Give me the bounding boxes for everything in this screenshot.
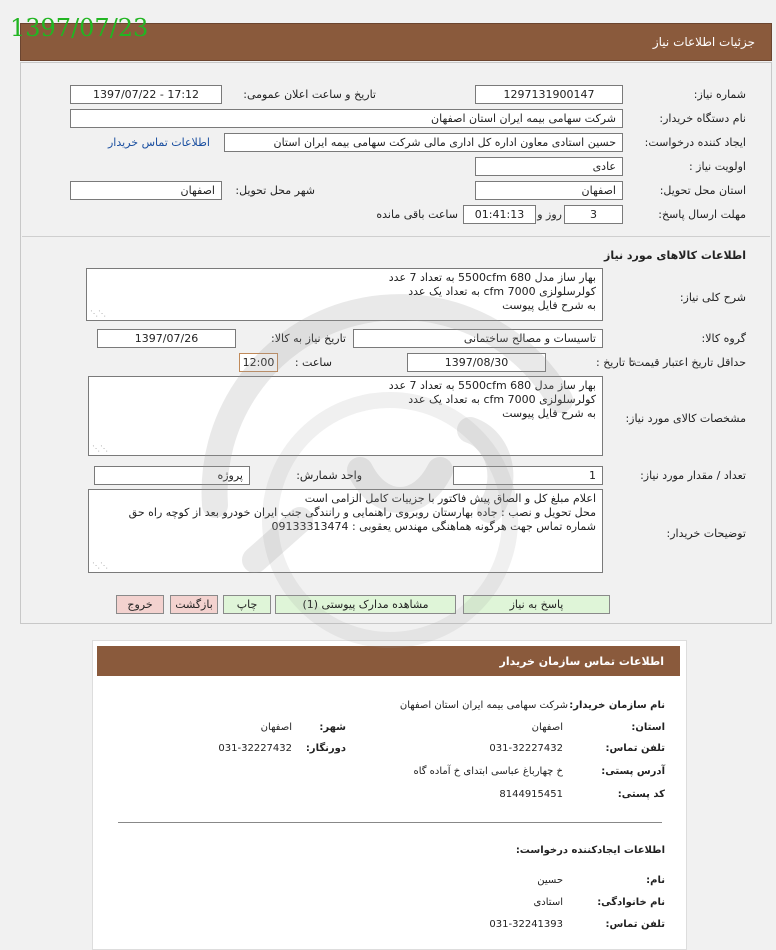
specs-text: بهار ساز مدل 5500cfm 680 به تعداد 7 عدد کولرسلولزی cfm 7000 به تعداد یک عدد به شرح فایل پیوست	[388, 379, 596, 420]
general-desc-text: بهار ساز مدل 5500cfm 680 به تعداد 7 عدد کولرسلولزی cfm 7000 به تعداد یک عدد به شرح فایل پیوست	[388, 271, 596, 312]
deadline-time-field: 01:41:13	[463, 205, 536, 224]
creator-name-label: نام:	[646, 875, 665, 886]
unit-label: واحد شمارش:	[296, 469, 362, 482]
contact-org: شرکت سهامی بیمه ایران استان اصفهان	[399, 700, 568, 711]
quantity-label: تعداد / مقدار مورد نیاز:	[640, 469, 746, 482]
until-date-label: تا تاریخ :	[596, 356, 635, 369]
contact-phone: 031-32227432	[489, 743, 563, 754]
buyer-contact-link[interactable]: اطلاعات تماس خریدار	[108, 136, 210, 149]
page-title: جزئیات اطلاعات نیاز	[652, 35, 755, 49]
goods-group-field: تاسیسات و مصالح ساختمانی	[353, 329, 603, 348]
goods-section-title: اطلاعات کالاهای مورد نیاز	[604, 249, 746, 262]
province-label: استان محل تحویل:	[659, 184, 746, 197]
resize-grip-icon[interactable]: ⋰⋰	[90, 309, 106, 318]
creator-phone: 031-32241393	[489, 919, 563, 930]
announce-date-field: 1397/07/22 - 17:12	[70, 85, 222, 104]
contact-fax: 031-32227432	[218, 743, 292, 754]
need-number-label: شماره نیاز:	[693, 88, 746, 101]
goods-group-label: گروه کالا:	[701, 332, 746, 345]
deadline-label: مهلت ارسال پاسخ:	[658, 208, 746, 221]
buyer-org-field: شرکت سهامی بیمه ایران استان اصفهان	[70, 109, 623, 128]
specs-label: مشخصات کالای مورد نیاز:	[625, 412, 746, 425]
contact-org-label: نام سازمان خریدار:	[569, 700, 665, 711]
view-attachments-button[interactable]: مشاهده مدارک پیوستی (1)	[275, 595, 456, 614]
exit-button[interactable]: خروج	[116, 595, 164, 614]
buyer-notes-label: توضیحات خریدار:	[666, 527, 746, 540]
contact-address: خ چهارباغ عباسی ابتدای خ آماده گاه	[413, 766, 563, 777]
province-field: اصفهان	[475, 181, 623, 200]
contact-province: اصفهان	[531, 722, 563, 733]
priority-label: اولویت نیاز :	[688, 160, 746, 173]
requester-field: حسین استادی معاون اداره کل اداری مالی شرکت سهامی بیمه ایران استان	[224, 133, 623, 152]
need-number-field: 1297131900147	[475, 85, 623, 104]
contact-province-label: استان:	[631, 722, 665, 733]
contact-city: اصفهان	[260, 722, 292, 733]
deadline-days-field: 3	[564, 205, 623, 224]
contact-postal: 8144915451	[499, 789, 563, 800]
contact-card-header	[97, 646, 680, 676]
priority-field: عادی	[475, 157, 623, 176]
quantity-field: 1	[453, 466, 603, 485]
date-stamp: 1397/07/23	[10, 14, 149, 42]
deadline-remaining-label: ساعت باقی مانده	[376, 208, 458, 221]
creator-family: استادی	[533, 897, 563, 908]
until-date-field: 1397/08/30	[407, 353, 546, 372]
buyer-notes-field	[88, 489, 603, 573]
deadline-days-unit: روز و	[537, 208, 562, 221]
price-validity-label: حداقل تاریخ اعتبار قیمت:	[630, 356, 746, 369]
contact-fax-label: دورنگار:	[305, 743, 346, 754]
buyer-org-label: نام دستگاه خریدار:	[659, 112, 746, 125]
valid-time-label: ساعت :	[294, 356, 332, 369]
contact-phone-label: تلفن تماس:	[605, 743, 665, 754]
section-divider	[22, 236, 770, 237]
specs-field	[88, 376, 603, 456]
general-desc-field	[86, 268, 603, 321]
announce-date-label: تاریخ و ساعت اعلان عمومی:	[243, 88, 376, 101]
creator-name: حسین	[537, 875, 563, 886]
creator-phone-label: تلفن تماس:	[605, 919, 665, 930]
reply-button[interactable]: پاسخ به نیاز	[463, 595, 610, 614]
resize-grip-icon[interactable]: ⋰⋰	[92, 444, 108, 453]
need-date-label: تاریخ نیاز به کالا:	[271, 332, 346, 345]
unit-field: پروژه	[94, 466, 250, 485]
back-button[interactable]: بازگشت	[170, 595, 218, 614]
requester-label: ایجاد کننده درخواست:	[644, 136, 746, 149]
city-label: شهر محل تحویل:	[235, 184, 315, 197]
creator-section-title: اطلاعات ایجادکننده درخواست:	[515, 845, 665, 856]
resize-grip-icon[interactable]: ⋰⋰	[92, 561, 108, 570]
city-field: اصفهان	[70, 181, 222, 200]
contact-city-label: شهر:	[319, 722, 346, 733]
contact-card-title: اطلاعات تماس سازمان خریدار	[499, 655, 664, 668]
need-date-field: 1397/07/26	[97, 329, 236, 348]
valid-time-field: 12:00	[239, 353, 278, 372]
contact-address-label: آدرس پستی:	[601, 766, 665, 777]
buyer-notes-text: اعلام مبلغ کل و الصاق پیش فاکتور با جزییات کامل الزامی است محل تحویل و نصب : جاده بهارستان روبروی راهنمایی و رانندگی جنب ایران خودرو بعد از کوچه راه حق شماره تماس جهت هرگونه هماهنگی مهندس یعقوبی : 09133313474	[128, 492, 596, 533]
print-button[interactable]: چاپ	[223, 595, 271, 614]
creator-family-label: نام خانوادگی:	[597, 897, 665, 908]
contact-postal-label: کد پستی:	[617, 789, 665, 800]
general-desc-label: شرح کلی نیاز:	[679, 291, 746, 304]
contact-divider	[118, 822, 662, 823]
